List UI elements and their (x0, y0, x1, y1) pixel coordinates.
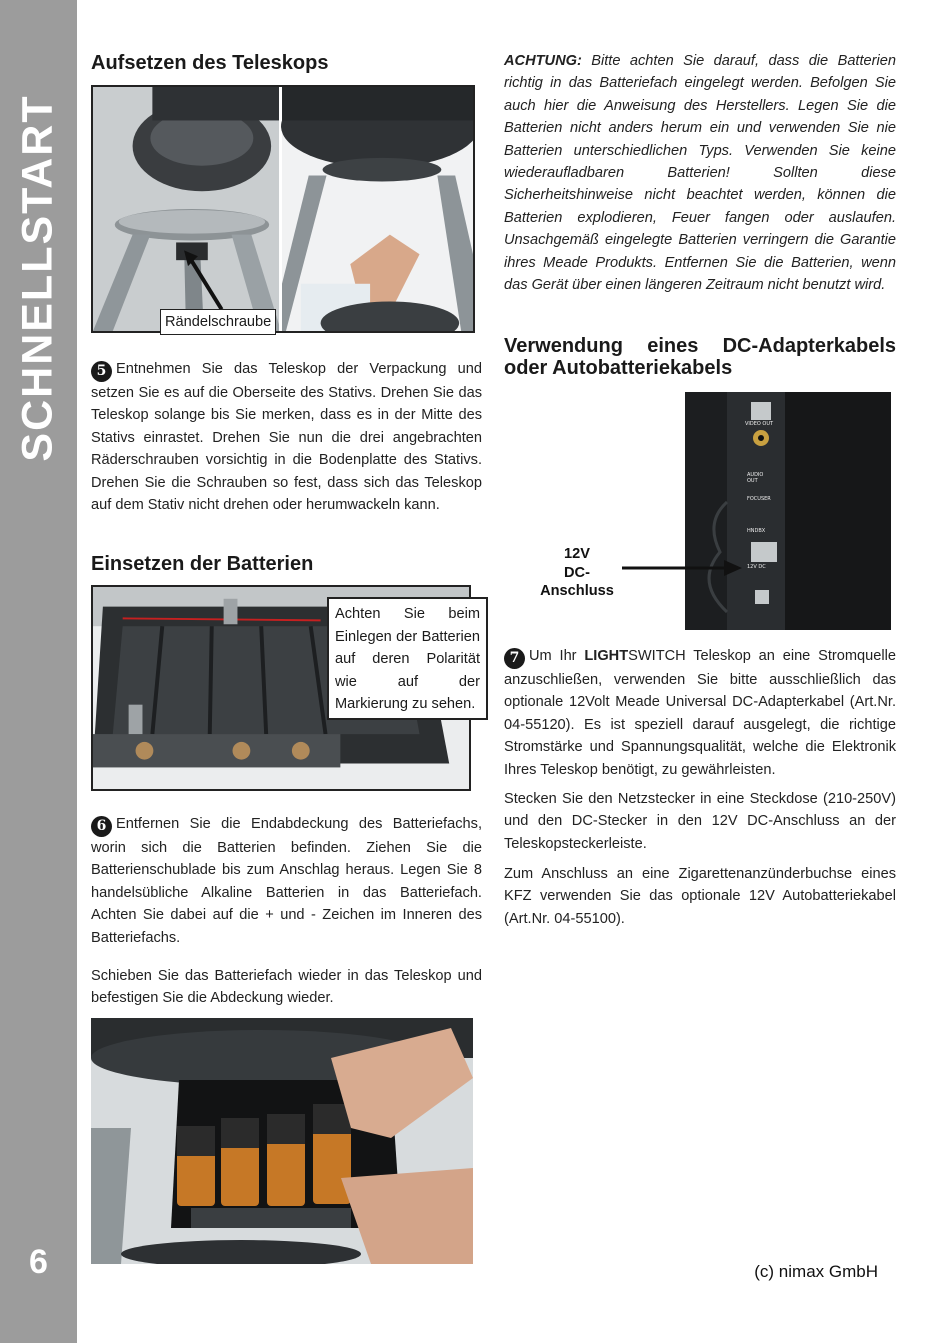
plug-paragraph: Stecken Sie den Netzstecker in eine Steckdose (210-250V) und den DC-Stecker in den 12V DC-Anschluss an der Teleskopsteckerleiste. (504, 791, 896, 852)
knob-label: Rändelschraube (160, 309, 276, 335)
step7-pre: Um Ihr (529, 648, 585, 664)
sidebar (0, 0, 77, 1343)
step-6-badge: 6 (91, 816, 112, 837)
step5-paragraph (91, 358, 482, 516)
step6-paragraph (91, 813, 482, 949)
panel-label-audio: AUDIO OUT (747, 472, 764, 484)
page-number: 6 (29, 1243, 48, 1281)
section-title: SCHNELLSTART (13, 94, 62, 462)
dc-label-line-3: Anschluss (540, 583, 614, 599)
panel-label-video: VIDEO OUT (745, 421, 774, 427)
footer-copyright: (c) nimax GmbH (754, 1262, 878, 1281)
inserting-batteries-photo (91, 1018, 473, 1264)
battery-polarity-callout: Achten Sie beim Einlegen der Batterien auf deren Polarität wie auf der Markierung zu sehen. (327, 597, 488, 720)
slide-back-paragraph: Schieben Sie das Batteriefach wieder in das Teleskop und befestigen Sie die Abdeckung wieder. (91, 968, 482, 1007)
warning-label: ACHTUNG: (504, 53, 582, 69)
warning-paragraph (504, 50, 896, 296)
heading-mount: Aufsetzen des Teleskops (91, 52, 329, 74)
step7-paragraph (504, 645, 896, 781)
step5-text: Entnehmen Sie das Teleskop der Verpackung und setzen Sie es auf die Oberseite des Stativs. Drehen Sie das Teleskop solange bis Sie merken, dass es in der Mitte des Stativs einrastet. Drehen Sie nun die drei angebrachten Räderschrauben vorsichtig in die Bodenplatte des Stativs. Drehen Sie die Schrauben so fest, dass sich das Teleskop auf dem Stativ nicht drehen oder herumwackeln kann. (91, 361, 482, 514)
dc-arrow-icon (620, 558, 746, 578)
dc-label-line-2: DC- (564, 564, 590, 581)
mount-photo (91, 85, 475, 333)
car-adapter-paragraph: Zum Anschluss an eine Zigarettenanzünderbuchse eines KFZ verwenden Sie das optionale 12V Autobatteriekabel (Art.Nr. 04-55100). (504, 866, 896, 927)
dc-label-line-1: 12V (564, 546, 590, 562)
step-7-badge: 7 (504, 648, 525, 669)
step7-brand: LIGHT (584, 648, 629, 664)
step-5-badge: 5 (91, 361, 112, 382)
panel-label-focuser: FOCUSER (747, 496, 771, 502)
heading-dc-adapter: Verwendung eines DC-Adapterkabels oder Autobatteriekabels (504, 335, 896, 379)
connector-panel-photo (685, 392, 891, 630)
step7-text: SWITCH Teleskop an eine Stromquelle anzuschließen, verwenden Sie bitte ausschließlich das optionale 12Volt Meade Universal DC-Adapterkabel (Art.Nr. 04-55120). Es ist speziell darauf ausgelegt, die richtige Stromstärke und Spannungsqualität, welche die Elektronik Ihres Teleskop benötigt, zu gewährleisten. (504, 648, 896, 778)
warning-text: Bitte achten Sie darauf, dass die Batterien richtig in das Batteriefach eingelegt werden. Befolgen Sie auch hier die Anweisung des Herstellers. Legen Sie die Batterien nicht anders herum ein und verwenden Sie nie Batterien unterschiedlichen Typs. Verwenden Sie keine wiederaufladbaren Batterien! Sollten diese Sicherheitshinweise nicht beachtet werden, können die Batterien explodieren, Feuer fangen oder auslaufen. Unsachgemäß eingelegte Batterien verringern die Garantie ihres Meade Produkts. Entfernen Sie die Batterien, wenn das Gerät über einen längeren Zeitraum nicht benutzt wird. (504, 53, 896, 294)
dc-connector-label (522, 545, 632, 601)
step6-text: Entfernen Sie die Endabdeckung des Batteriefachs, worin sich die Batterien befinden. Ziehen Sie die Batterienschublade bis zum Anschlag heraus. Legen Sie 8 handelsübliche Alkaline Batterien in das Batteriefach. Achten Sie dabei auf die + und - Zeichen im Inneren des Batteriefachs. (91, 816, 482, 946)
heading-batteries: Einsetzen der Batterien (91, 553, 314, 575)
panel-label-12vdc: 12V DC (747, 564, 766, 570)
panel-label-hndbx: HNDBX (747, 528, 766, 534)
